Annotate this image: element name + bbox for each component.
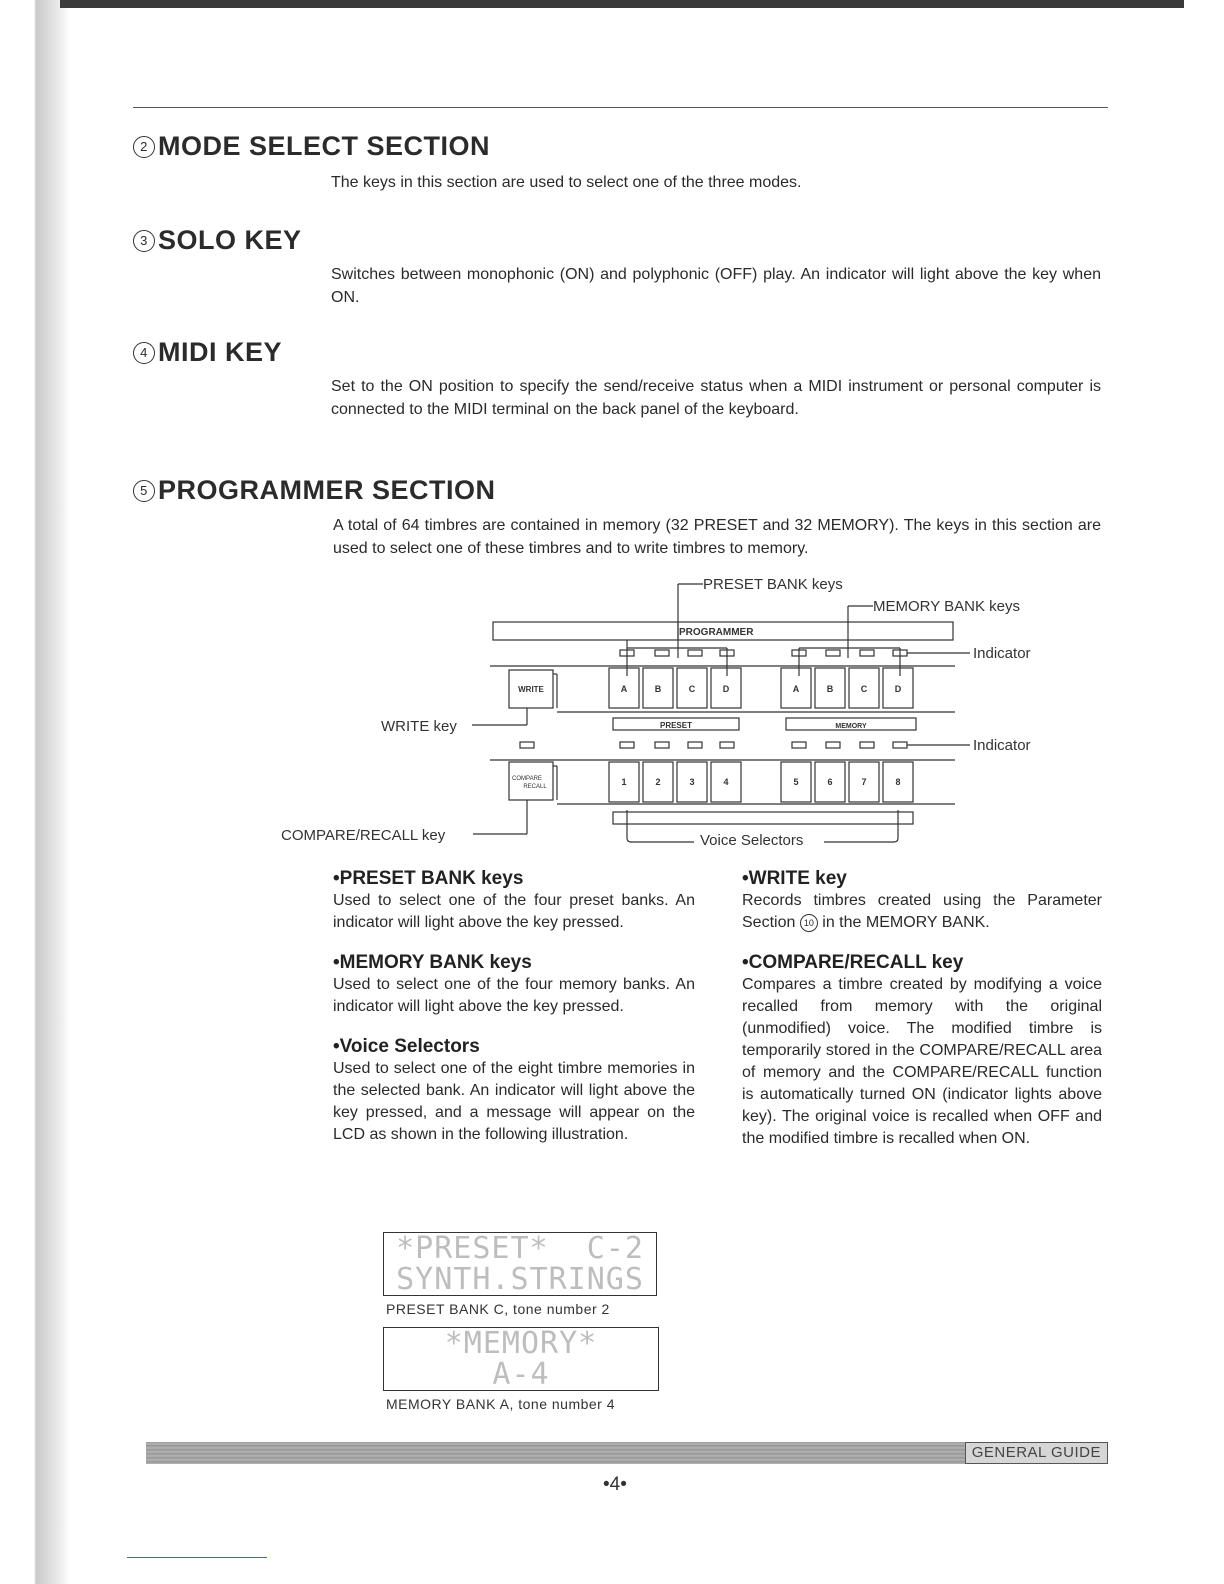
programmer-panel-label: PROGRAMMER (679, 627, 754, 638)
circled-number: 10 (800, 914, 818, 932)
lcd-memory-display (383, 1327, 659, 1391)
memory-key-a: A (792, 684, 800, 694)
preset-bank-keys-text: Used to select one of the four preset banks. An indicator will light above the key pressed. (333, 892, 695, 931)
memory-strip-label: MEMORY (835, 723, 867, 730)
voice-key-1: 1 (621, 777, 627, 787)
section-number: 2 (133, 136, 155, 158)
preset-key-b: B (654, 684, 662, 694)
voice-key-3: 3 (689, 777, 695, 787)
solo-key-title: SOLO KEY (158, 225, 302, 255)
preset-key-d: D (722, 684, 730, 694)
midi-key-title: MIDI KEY (158, 337, 283, 367)
indicator-label-top: Indicator (973, 645, 1031, 662)
section-number: 3 (133, 230, 155, 252)
voice-selectors-title: •Voice Selectors (333, 1036, 480, 1057)
write-key-text (742, 890, 1102, 934)
memory-bank-keys-title: •MEMORY BANK keys (333, 952, 532, 973)
lcd-preset-line1: *PRESET* C-2 (396, 1231, 644, 1266)
solo-key-text: Switches between monophonic (ON) and polyphonic (OFF) play. An indicator will light above the key when ON. (331, 266, 1101, 306)
memory-bank-buttons[interactable] (781, 668, 913, 708)
write-key-text-part1: Records timbres created using the Parameter Section (742, 892, 1102, 931)
lcd-preset-line2: SYNTH.STRINGS (396, 1262, 644, 1297)
voice-selectors-label: Voice Selectors (700, 832, 804, 849)
voice-key-5: 5 (793, 777, 799, 787)
lcd-preset-display (383, 1232, 657, 1296)
programmer-text: A total of 64 timbres are contained in memory (32 PRESET and 32 MEMORY). The keys in this section are used to select one of these timbres and to write timbres to memory. (333, 517, 1101, 557)
voice-selectors-text: Used to select one of the eight timbre memories in the selected bank. An indicator will light above the key pressed, and a message will appear on the LCD as shown in the following illustration. (333, 1060, 695, 1143)
mode-select-title: MODE SELECT SECTION (158, 131, 491, 161)
compare-recall-key-title: •COMPARE/RECALL key (742, 952, 964, 973)
compare-button-label-1: COMPARE (512, 776, 542, 782)
memory-bank-keys-text: Used to select one of the four memory banks. An indicator will light above the key pressed. (333, 976, 695, 1015)
preset-key-a: A (620, 684, 628, 694)
memory-bank-keys-label: MEMORY BANK keys (873, 598, 1020, 615)
memory-key-c: C (860, 684, 868, 694)
footer-bar (146, 1442, 1108, 1464)
voice-indicators (520, 742, 970, 748)
decorative-blue-line (127, 1557, 267, 1558)
compare-recall-key-text: Compares a timbre created by modifying a voice recalled from memory with the original (unmodified) voice. The modified timbre is temporarily stored in the COMPARE/RECALL area of memory and the COMPARE/RECALL function is automatically turned ON (indicator lights above key). The original voice is recalled when OFF and the modified timbre is recalled when ON. (742, 976, 1102, 1147)
preset-bank-buttons[interactable] (609, 668, 741, 708)
voice-key-4: 4 (723, 777, 729, 787)
compare-button-label-2: RECALL (523, 784, 547, 790)
voice-key-2: 2 (655, 777, 661, 787)
section-number: 4 (133, 342, 155, 364)
section-number: 5 (133, 480, 155, 502)
preset-key-c: C (688, 684, 696, 694)
lcd-preset-caption: PRESET BANK C, tone number 2 (386, 1301, 610, 1317)
preset-strip-label: PRESET (659, 721, 693, 730)
memory-key-d: D (894, 684, 902, 694)
voice-key-6: 6 (827, 777, 833, 787)
mode-select-text: The keys in this section are used to select one of the three modes. (331, 174, 802, 191)
left-description-column (333, 867, 695, 1146)
programmer-title: PROGRAMMER SECTION (158, 475, 496, 505)
page-number: •4• (603, 1474, 627, 1495)
voice-key-8: 8 (895, 777, 901, 787)
write-key-label: WRITE key (381, 718, 457, 735)
indicator-label-bottom: Indicator (973, 737, 1031, 754)
footer-section-label: GENERAL GUIDE (965, 1442, 1108, 1464)
lcd-memory-caption: MEMORY BANK A, tone number 4 (386, 1396, 616, 1412)
lcd-memory-line1: *MEMORY* (444, 1326, 598, 1361)
preset-bank-keys-label: PRESET BANK keys (703, 576, 843, 593)
right-description-column (742, 867, 1102, 1150)
write-key-title: •WRITE key (742, 868, 847, 889)
voice-key-7: 7 (861, 777, 867, 787)
memory-key-b: B (826, 684, 834, 694)
compare-recall-key-label: COMPARE/RECALL key (281, 827, 446, 844)
lcd-memory-line2: A-4 (492, 1357, 550, 1392)
midi-key-text: Set to the ON position to specify the send/receive status when a MIDI instrument or personal computer is connected to the MIDI terminal on the back panel of the keyboard. (331, 378, 1101, 418)
preset-bank-keys-title: •PRESET BANK keys (333, 868, 524, 889)
write-button-label: WRITE (518, 685, 544, 694)
write-key-text-part2: in the MEMORY BANK. (822, 914, 990, 931)
